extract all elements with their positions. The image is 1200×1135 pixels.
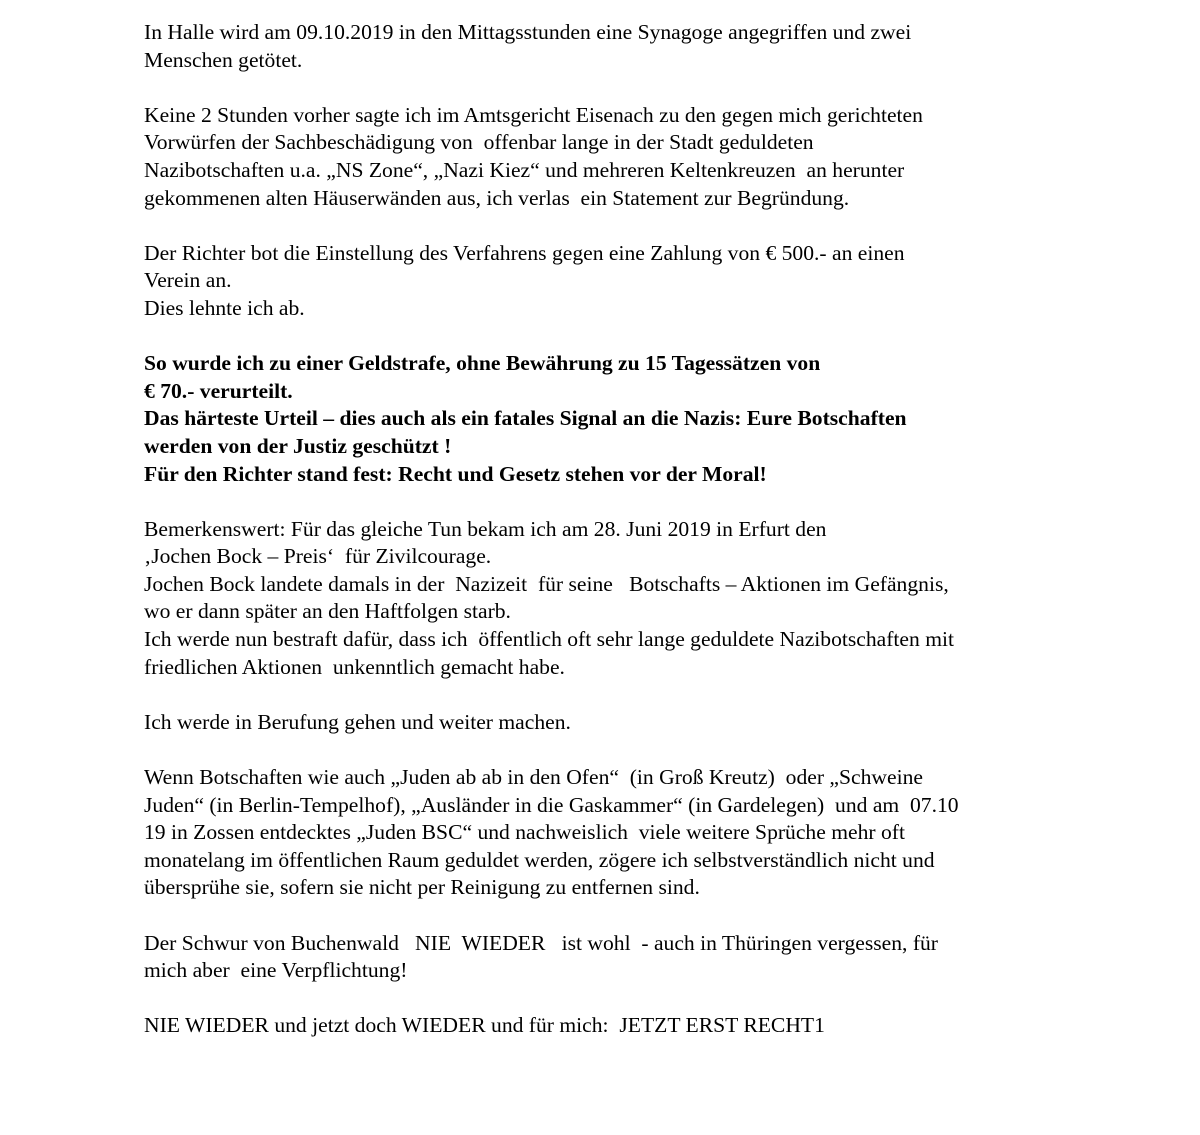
paragraph-halle-attack xyxy=(144,19,1144,74)
text-line: Nazibotschaften u.a. „NS Zone“, „Nazi Kiez“ und mehreren Keltenkreuzen an herunter xyxy=(144,157,905,182)
text-line: Wenn Botschaften wie auch „Juden ab ab in den Ofen“ (in Groß Kreutz) oder „Schweine xyxy=(144,765,923,790)
text-line: Dies lehnte ich ab. xyxy=(144,295,305,320)
text-line: NIE WIEDER und jetzt doch WIEDER und für mich: JETZT ERST RECHT1 xyxy=(144,1013,825,1038)
text-line: Bemerkenswert: Für das gleiche Tun bekam ich am 28. Juni 2019 in Erfurt den xyxy=(144,516,827,541)
text-line: Menschen getötet. xyxy=(144,47,303,72)
text-line: gekommenen alten Häuserwänden aus, ich verlas ein Statement zur Begründung. xyxy=(144,185,850,210)
text-line: Juden“ (in Berlin-Tempelhof), „Ausländer in die Gaskammer“ (in Gardelegen) und am 07.10 xyxy=(144,792,959,817)
text-line: wo er dann später an den Haftfolgen starb. xyxy=(144,599,511,624)
text-line: In Halle wird am 09.10.2019 in den Mittagsstunden eine Synagoge angegriffen und zwei xyxy=(144,20,912,44)
text-line: Der Schwur von Buchenwald NIE WIEDER ist wohl - auch in Thüringen vergessen, für xyxy=(144,930,939,955)
paragraph-messages xyxy=(144,764,1144,902)
paragraph-remarkable xyxy=(144,516,1144,682)
document-page xyxy=(144,19,1144,1068)
text-line: ‚Jochen Bock – Preis‘ für Zivilcourage. xyxy=(144,544,492,569)
text-line: übersprühe sie, sofern sie nicht per Reinigung zu entfernen sind. xyxy=(144,875,700,900)
text-line: Ich werde in Berufung gehen und weiter machen. xyxy=(144,709,571,734)
text-line: Verein an. xyxy=(144,268,232,293)
paragraph-verdict xyxy=(144,350,1144,488)
text-line: werden von der Justiz geschützt ! xyxy=(144,433,452,458)
text-line: € 70.- verurteilt. xyxy=(144,378,293,403)
paragraph-judge-offer xyxy=(144,240,1144,323)
text-line: Vorwürfen der Sachbeschädigung von offenbar lange in der Stadt geduldeten xyxy=(144,130,814,155)
text-line: Keine 2 Stunden vorher sagte ich im Amtsgericht Eisenach zu den gegen mich gerichteten xyxy=(144,102,923,127)
paragraph-appeal xyxy=(144,709,1144,737)
text-line: Jochen Bock landete damals in der Nazizeit für seine Botschafts – Aktionen im Gefängnis, xyxy=(144,571,949,596)
text-line: 19 in Zossen entdecktes „Juden BSC“ und nachweislich viele weitere Sprüche mehr oft xyxy=(144,820,905,845)
text-line: Ich werde nun bestraft dafür, dass ich öffentlich oft sehr lange geduldete Nazibotschaften mit xyxy=(144,627,955,652)
text-line: monatelang im öffentlichen Raum geduldet werden, zögere ich selbstverständlich nicht und xyxy=(144,847,935,872)
paragraph-buchenwald-oath xyxy=(144,930,1144,985)
text-line: So wurde ich zu einer Geldstrafe, ohne Bewährung zu 15 Tagessätzen von xyxy=(144,351,821,376)
text-line: mich aber eine Verpflichtung! xyxy=(144,958,408,983)
paragraph-court-statement xyxy=(144,102,1144,212)
text-line: Für den Richter stand fest: Recht und Gesetz stehen vor der Moral! xyxy=(144,461,767,486)
text-line: friedlichen Aktionen unkenntlich gemacht habe. xyxy=(144,654,565,679)
paragraph-closing xyxy=(144,1012,1144,1040)
text-line: Der Richter bot die Einstellung des Verfahrens gegen eine Zahlung von € 500.- an einen xyxy=(144,240,905,265)
text-line: Das härteste Urteil – dies auch als ein fatales Signal an die Nazis: Eure Botschaften xyxy=(144,406,907,431)
